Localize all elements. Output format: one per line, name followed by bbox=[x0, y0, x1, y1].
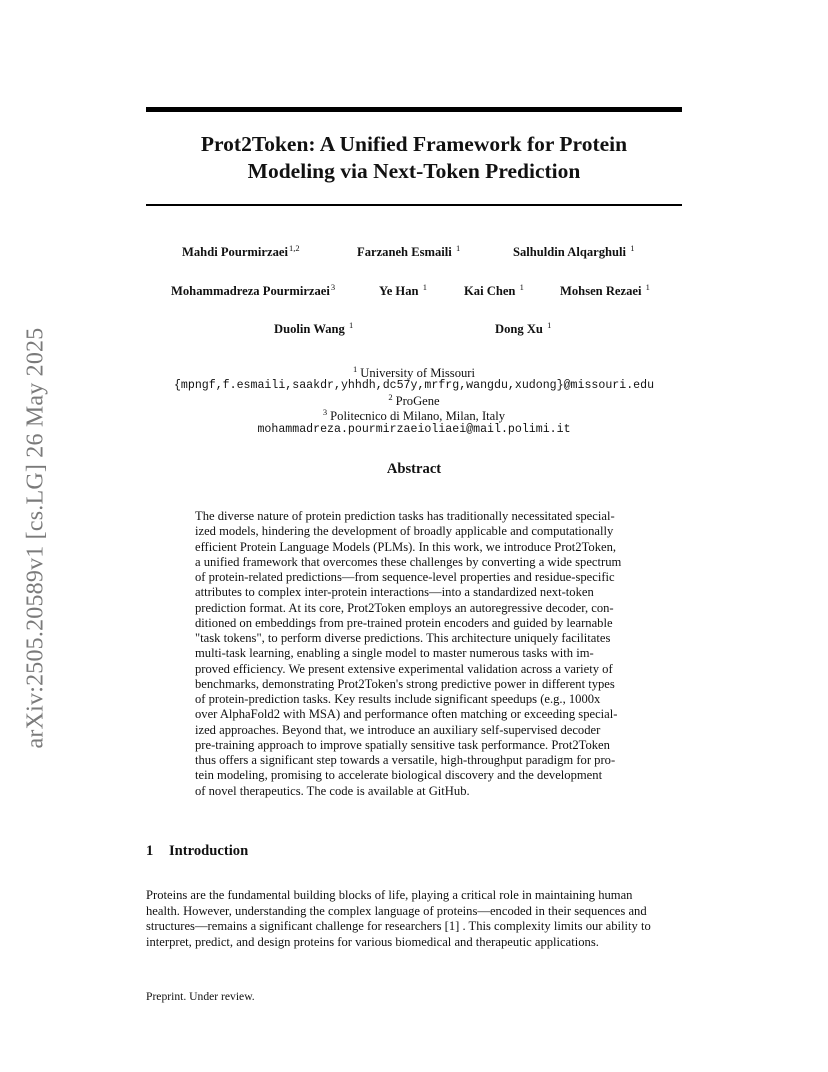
title-line: Prot2Token: A Unified Framework for Protein bbox=[200, 132, 628, 156]
affiliation-mark: 1 bbox=[353, 364, 358, 374]
author-affiliation-mark: 1,2 bbox=[288, 243, 300, 253]
abstract-line: a unified framework that overcomes these challenges by converting a wide spectrum bbox=[195, 554, 622, 569]
introduction-line: Proteins are the fundamental building blocks of life, playing a critical role in maintaining human bbox=[146, 888, 633, 902]
title-line: Modeling via Next-Token Prediction bbox=[247, 159, 581, 183]
author bbox=[171, 282, 335, 299]
introduction-line: health. However, understanding the complex language of proteins—encoded in their sequences and bbox=[146, 903, 647, 918]
abstract-line: efficient Protein Language Models (PLMs). In this work, we introduce Prot2Token, bbox=[195, 539, 617, 554]
author-name: Dong Xu bbox=[495, 322, 543, 336]
top-rule bbox=[146, 107, 682, 112]
abstract-line: tein modeling, promising to accelerate biological discovery and the development bbox=[195, 768, 603, 783]
section-number: 1 bbox=[146, 843, 154, 859]
abstract-line: of protein-related predictions—from sequence-level properties and residue-specific bbox=[195, 570, 615, 584]
author bbox=[182, 243, 300, 260]
title-rule bbox=[146, 204, 682, 206]
author bbox=[357, 243, 460, 260]
abstract-line: ized models, hindering the development of broadly applicable and computationally bbox=[195, 524, 614, 539]
affiliation-text: University of Missouri bbox=[360, 366, 475, 380]
author-affiliation-mark: 1 bbox=[519, 282, 524, 292]
introduction-body bbox=[146, 888, 682, 950]
author-name: Mahdi Pourmirzaei bbox=[182, 245, 288, 259]
paper-title bbox=[146, 131, 682, 185]
affiliation-text: ProGene bbox=[395, 394, 440, 408]
author-affiliation-mark: 1 bbox=[547, 320, 552, 330]
author-name: Mohammadreza Pourmirzaei bbox=[171, 284, 330, 298]
affiliation-mark: 3 bbox=[322, 407, 328, 417]
abstract-line: thus offers a significant step towards a versatile, high-throughput paradigm for pro- bbox=[195, 753, 616, 767]
abstract-line: pre-training approach to improve spatially sensitive task performance. Prot2Token bbox=[195, 737, 610, 752]
author bbox=[513, 243, 634, 260]
section-title: Introduction bbox=[169, 843, 249, 859]
introduction-line: structures—remains a significant challenge for researchers [1] . This complexity limits our ability to bbox=[146, 919, 651, 933]
abstract-line: of protein-prediction tasks. Key results include significant speedups (e.g., 1000x bbox=[195, 692, 601, 706]
author bbox=[560, 282, 650, 299]
affiliation-mark: 2 bbox=[388, 392, 393, 402]
author bbox=[495, 320, 551, 337]
author-affiliation-mark: 1 bbox=[348, 320, 354, 330]
introduction-line: interpret, predict, and design proteins for various biomedical and therapeutic applications. bbox=[146, 934, 599, 949]
abstract-line: prediction format. At its core, Prot2Token employs an autoregressive decoder, con- bbox=[195, 600, 614, 615]
author-name: Kai Chen bbox=[464, 284, 516, 298]
abstract-line: benchmarks, demonstrating Prot2Token's strong predictive power in different types bbox=[195, 676, 615, 691]
author bbox=[464, 282, 524, 299]
abstract-line: attributes to complex inter-protein interactions—into a standardized next-token bbox=[195, 585, 594, 600]
author-affiliation-mark: 1 bbox=[630, 243, 635, 253]
affiliation-email-line bbox=[146, 421, 682, 437]
abstract-line: multi-task learning, enabling a single model to master numerous tasks with im- bbox=[195, 646, 594, 661]
preprint-footer: Preprint. Under review. bbox=[146, 990, 255, 1003]
abstract-line: ized approaches. Beyond that, we introduce an auxiliary self-supervised decoder bbox=[195, 722, 601, 737]
affiliation-email: {mpngf,f.esmaili,saakdr,yhhdh,dc57y,mrfrg,wangdu,xudong}@missouri.edu bbox=[173, 379, 655, 392]
author-affiliation-mark: 1 bbox=[645, 282, 650, 292]
author-name: Duolin Wang bbox=[274, 322, 345, 336]
abstract-line: over AlphaFold2 with MSA) and performance often matching or exceeding special- bbox=[195, 707, 618, 722]
author-name: Salhuldin Alqarghuli bbox=[513, 245, 627, 259]
author-name: Farzaneh Esmaili bbox=[357, 245, 452, 259]
abstract-heading: Abstract bbox=[386, 461, 442, 477]
arxiv-identifier: arXiv:2505.20589v1 [cs.LG] 26 May 2025 bbox=[22, 327, 49, 749]
author-affiliation-mark: 1 bbox=[455, 243, 461, 253]
author bbox=[274, 320, 353, 337]
author-affiliation-mark: 1 bbox=[422, 282, 427, 292]
author-name: Mohsen Rezaei bbox=[560, 284, 642, 298]
abstract-line: The diverse nature of protein prediction tasks has traditionally necessitated special- bbox=[195, 509, 615, 523]
abstract-line: of novel therapeutics. The code is available at GitHub. bbox=[195, 783, 470, 798]
author bbox=[379, 282, 427, 299]
abstract-line: ditioned on embeddings from pre-trained protein encoders and guided by learnable bbox=[195, 615, 613, 630]
section-heading-introduction bbox=[146, 843, 248, 860]
affiliation-email: mohammadreza.pourmirzaeioliaei@mail.polimi.it bbox=[257, 423, 571, 436]
abstract-line: proved efficiency. We present extensive experimental validation across a variety of bbox=[195, 661, 613, 676]
abstract-line: "task tokens", to perform diverse predictions. This architecture uniquely facilitates bbox=[195, 631, 611, 645]
author-name: Ye Han bbox=[379, 284, 419, 298]
affiliation-text: Politecnico di Milano, Milan, Italy bbox=[330, 409, 506, 423]
abstract-body bbox=[195, 509, 633, 799]
author-affiliation-mark: 3 bbox=[330, 282, 336, 292]
